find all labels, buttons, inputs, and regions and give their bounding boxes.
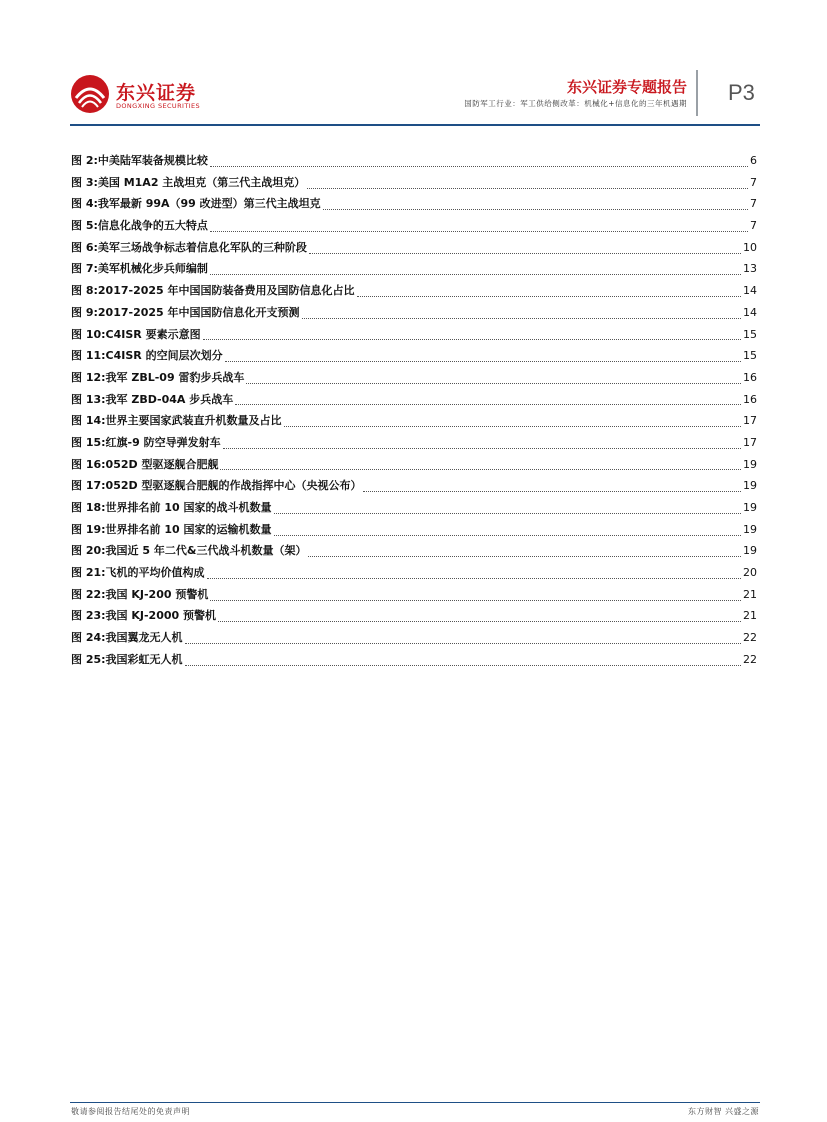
toc-entry-label[interactable]: 图 18:世界排名前 10 国家的战斗机数量 (71, 501, 272, 514)
toc-entry[interactable] (71, 237, 757, 259)
toc-dot-leader (246, 382, 741, 384)
toc-dot-leader (210, 273, 741, 275)
toc-dot-leader (274, 512, 741, 514)
toc-entry-page[interactable]: 7 (750, 197, 757, 211)
footer-rule (70, 1102, 760, 1103)
company-logo (70, 74, 220, 116)
toc-entry[interactable] (71, 540, 757, 562)
toc-dot-leader (323, 208, 748, 210)
logo-english-name: DONGXING SECURITIES (116, 102, 201, 110)
toc-entry[interactable] (71, 454, 757, 476)
toc-entry-label[interactable]: 图 23:我国 KJ-2000 预警机 (71, 609, 216, 623)
toc-entry-page[interactable]: 16 (743, 370, 757, 384)
toc-entry-label[interactable]: 图 15:红旗-9 防空导弹发射车 (71, 435, 221, 449)
toc-entry-page[interactable]: 19 (743, 501, 757, 514)
toc-entry-label[interactable]: 图 19:世界排名前 10 国家的运输机数量 (71, 522, 272, 536)
toc-entry[interactable] (71, 519, 757, 541)
toc-entry-page[interactable]: 20 (743, 566, 757, 580)
toc-entry-page[interactable]: 16 (743, 392, 757, 406)
toc-dot-leader (357, 295, 741, 297)
toc-entry-label[interactable]: 图 2:中美陆军装备规模比较 (71, 154, 208, 167)
toc-entry-page[interactable]: 17 (743, 435, 757, 449)
toc-entry-label[interactable]: 图 16:052D 型驱逐舰合肥舰 (71, 457, 219, 471)
toc-entry-page[interactable]: 6 (750, 154, 757, 167)
toc-entry-page[interactable]: 14 (743, 284, 757, 298)
toc-entry-label[interactable]: 图 22:我国 KJ-200 预警机 (71, 587, 209, 601)
toc-entry-page[interactable]: 7 (750, 219, 757, 233)
toc-entry-label[interactable]: 图 8:2017-2025 年中国国防装备费用及国防信息化占比 (71, 284, 355, 298)
toc-entry-label[interactable]: 图 3:美国 M1A2 主战坦克（第三代主战坦克） (71, 175, 306, 189)
toc-entry[interactable] (71, 302, 757, 324)
toc-dot-leader (210, 165, 748, 167)
toc-entry-page[interactable]: 22 (743, 652, 757, 666)
toc-dot-leader (185, 642, 741, 644)
toc-dot-leader (308, 555, 741, 557)
toc-entry[interactable] (71, 345, 757, 367)
toc-entry[interactable] (71, 215, 757, 237)
toc-entry-page[interactable]: 15 (743, 349, 757, 363)
toc-entry-page[interactable]: 17 (743, 414, 757, 428)
toc-entry[interactable] (71, 367, 757, 389)
toc-entry-page[interactable]: 19 (743, 544, 757, 558)
toc-entry-label[interactable]: 图 21:飞机的平均价值构成 (71, 566, 205, 580)
toc-entry-label[interactable]: 图 14:世界主要国家武装直升机数量及占比 (71, 414, 282, 428)
toc-entry[interactable] (71, 258, 757, 280)
report-title: 东兴证券专题报告 (566, 78, 687, 96)
toc-dot-leader (223, 447, 741, 449)
header-rule (70, 124, 760, 126)
toc-entry-page[interactable]: 15 (743, 327, 757, 341)
report-subtitle: 国防军工行业：军工供给侧改革：机械化+信息化的三年机遇期 (464, 99, 687, 108)
toc-entry-page[interactable]: 21 (743, 587, 757, 601)
toc-entry[interactable] (71, 649, 757, 671)
toc-entry-label[interactable]: 图 6:美军三场战争标志着信息化军队的三种阶段 (71, 240, 307, 254)
toc-dot-leader (225, 360, 741, 362)
toc-entry[interactable] (71, 584, 757, 606)
toc-entry-page[interactable]: 13 (743, 262, 757, 276)
toc-entry[interactable] (71, 562, 757, 584)
toc-entry[interactable] (71, 280, 757, 302)
toc-entry-label[interactable]: 图 10:C4ISR 要素示意图 (71, 327, 201, 341)
toc-dot-leader (309, 252, 741, 254)
toc-dot-leader (218, 620, 741, 622)
toc-dot-leader (203, 338, 741, 340)
toc-entry[interactable] (71, 432, 757, 454)
toc-dot-leader (307, 187, 748, 189)
page-number: P3 (728, 80, 755, 105)
toc-entry-label[interactable]: 图 13:我军 ZBD-04A 步兵战车 (71, 392, 234, 406)
page-header (0, 0, 827, 130)
toc-entry-page[interactable]: 19 (743, 522, 757, 536)
toc-entry-label[interactable]: 图 11:C4ISR 的空间层次划分 (71, 349, 223, 363)
toc-entry-label[interactable]: 图 20:我国近 5 年二代&三代战斗机数量（架） (71, 544, 307, 558)
toc-entry-label[interactable]: 图 5:信息化战争的五大特点 (71, 219, 208, 233)
toc-dot-leader (210, 599, 741, 601)
figure-table-of-contents (71, 150, 757, 671)
toc-dot-leader (207, 577, 741, 579)
footer-disclaimer: 敬请参阅报告结尾处的免责声明 (71, 1107, 190, 1116)
toc-dot-leader (185, 664, 741, 666)
toc-entry[interactable] (71, 475, 757, 497)
toc-dot-leader (235, 403, 741, 405)
toc-entry-label[interactable]: 图 25:我国彩虹无人机 (71, 652, 183, 666)
toc-entry-page[interactable]: 10 (743, 240, 757, 254)
toc-dot-leader (274, 534, 741, 536)
toc-entry-page[interactable]: 14 (743, 305, 757, 319)
toc-dot-leader (210, 230, 748, 232)
toc-entry-label[interactable]: 图 17:052D 型驱逐舰合肥舰的作战指挥中心（央视公布） (71, 479, 362, 493)
toc-entry[interactable] (71, 172, 757, 194)
toc-entry[interactable] (71, 605, 757, 627)
toc-entry-label[interactable]: 图 24:我国翼龙无人机 (71, 631, 183, 645)
toc-entry-label[interactable]: 图 4:我军最新 99A（99 改进型）第三代主战坦克 (71, 197, 321, 211)
toc-entry[interactable] (71, 324, 757, 346)
toc-entry-page[interactable]: 22 (743, 631, 757, 645)
toc-dot-leader (284, 425, 741, 427)
toc-entry[interactable] (71, 627, 757, 649)
toc-entry[interactable] (71, 150, 757, 172)
toc-entry[interactable] (71, 497, 757, 519)
toc-entry-page[interactable]: 19 (743, 479, 757, 493)
toc-entry[interactable] (71, 193, 757, 215)
toc-entry[interactable] (71, 410, 757, 432)
toc-entry-page[interactable]: 7 (750, 175, 757, 189)
header-divider (696, 70, 698, 116)
toc-dot-leader (302, 317, 741, 319)
toc-entry-label[interactable]: 图 9:2017-2025 年中国国防信息化开支预测 (71, 305, 300, 319)
toc-entry-label[interactable]: 图 7:美军机械化步兵师编制 (71, 262, 208, 276)
toc-entry[interactable] (71, 389, 757, 411)
toc-entry-page[interactable]: 19 (743, 457, 757, 471)
footer-slogan: 东方财智 兴盛之源 (687, 1107, 759, 1116)
dongxing-logo-icon (70, 74, 110, 114)
toc-dot-leader (363, 490, 741, 492)
toc-entry-label[interactable]: 图 12:我军 ZBL-09 雷豹步兵战车 (71, 370, 245, 384)
toc-dot-leader (220, 468, 741, 470)
logo-chinese-name: 东兴证券 (116, 82, 197, 104)
toc-entry-page[interactable]: 21 (743, 609, 757, 623)
